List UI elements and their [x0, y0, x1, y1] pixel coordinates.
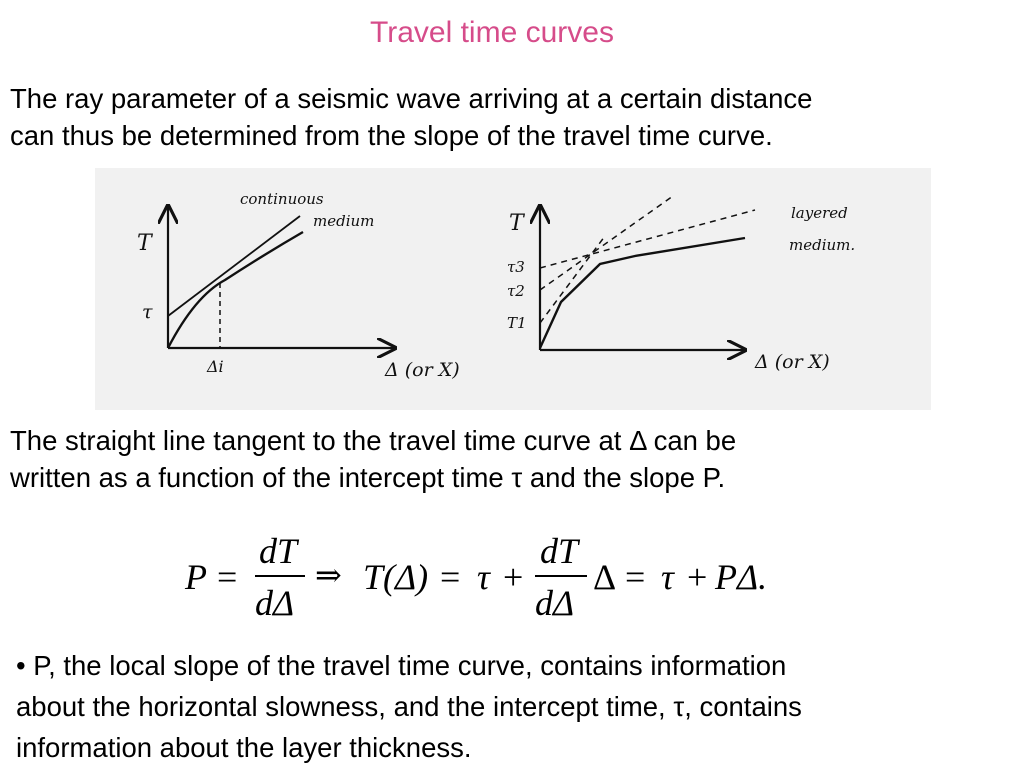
tau2-label: τ2 [507, 282, 525, 300]
eq-frac1-bar [255, 575, 305, 577]
travel-time-sketch [95, 168, 931, 410]
eq-equals-1: = [217, 557, 238, 597]
direct-segment-extension [540, 236, 605, 323]
eq-p-delta: PΔ. [715, 557, 768, 597]
layered-note-line-2: medium. [789, 236, 856, 254]
head-wave-line-2 [540, 196, 673, 290]
tangent-line-2: written as a function of the intercept time τ and the slope P. [10, 462, 726, 493]
left-x-label: Δ (or X) [385, 359, 460, 381]
eq-frac2-bar [535, 575, 587, 577]
bullet-line-2: about the horizontal slowness, and the intercept time, τ, contains [16, 691, 802, 722]
eq-t-of-delta: T(Δ) [363, 557, 429, 597]
t1-label: T1 [507, 314, 527, 332]
slide-title: Travel time curves [370, 16, 614, 49]
eq-p: P [185, 557, 207, 597]
bullet-paragraph [16, 645, 802, 768]
eq-equals-3: = [625, 557, 646, 597]
layered-travel-time-curve [540, 238, 745, 348]
tau3-label: τ3 [507, 258, 525, 276]
travel-time-figure [95, 168, 931, 410]
eq-plus-2: + [687, 557, 708, 597]
left-tau-label: τ [142, 301, 153, 323]
eq-implies-arrow: ⇒ [315, 556, 342, 594]
layered-note-line-1: layered [791, 204, 848, 222]
delta-i-label: Δi [207, 357, 224, 376]
left-panel [137, 190, 460, 381]
intro-line-1: The ray parameter of a seismic wave arriving at a certain distance [10, 83, 813, 114]
continuous-note-line-1: continuous [240, 190, 324, 208]
head-wave-line-3 [540, 210, 755, 268]
intro-paragraph [10, 80, 812, 154]
tangent-line-1: The straight line tangent to the travel time curve at Δ can be [10, 425, 737, 456]
eq-tau-1: τ [477, 557, 490, 597]
right-panel [507, 196, 855, 373]
tangent-line [168, 216, 300, 316]
eq-delta: Δ [593, 557, 617, 597]
eq-plus-1: + [503, 557, 524, 597]
bullet-line-1: • P, the local slope of the travel time curve, contains information [16, 650, 787, 681]
eq-frac2-numerator: dT [540, 531, 579, 571]
eq-frac2-denominator: dΔ [535, 583, 575, 623]
right-x-label: Δ (or X) [755, 351, 830, 373]
right-y-label: T [509, 211, 524, 236]
eq-frac1-numerator: dT [259, 531, 298, 571]
intro-line-2: can thus be determined from the slope of the travel time curve. [10, 120, 773, 151]
eq-tau-2: τ [661, 557, 674, 597]
continuous-note-line-2: medium [313, 212, 375, 230]
continuous-travel-time-curve [168, 232, 303, 348]
eq-frac1-denominator: dΔ [255, 583, 295, 623]
bullet-line-3: information about the layer thickness. [16, 732, 472, 763]
left-y-label: T [137, 231, 152, 256]
eq-equals-2: = [440, 557, 461, 597]
tangent-paragraph [10, 422, 736, 496]
travel-time-equation [185, 528, 805, 628]
